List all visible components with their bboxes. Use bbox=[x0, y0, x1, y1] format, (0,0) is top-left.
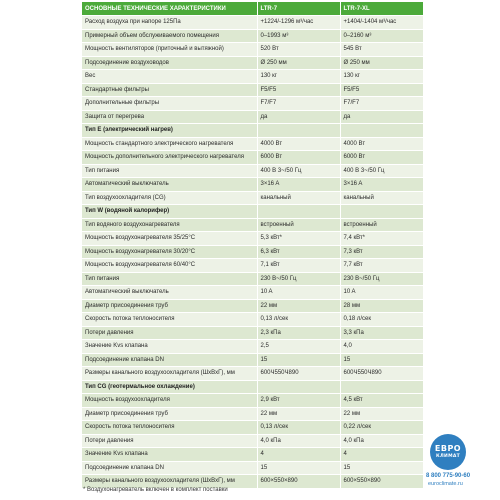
table-row bbox=[82, 83, 423, 97]
evroklimat-logo bbox=[430, 434, 466, 470]
row-value-ltr-7: 400 В 3~/50 Гц bbox=[257, 164, 340, 178]
row-value-ltr-7: 600Ч550Ч890 bbox=[257, 367, 340, 381]
row-value-ltr-7: 6000 Вт bbox=[257, 151, 340, 165]
row-value-ltr-7-xl: 0–2160 м³ bbox=[340, 29, 423, 43]
row-value-ltr-7-xl: 7,3 кВт bbox=[340, 245, 423, 259]
row-value-ltr-7: +1224/-1296 м³/час bbox=[257, 16, 340, 30]
row-value-ltr-7: Ø 250 мм bbox=[257, 56, 340, 70]
row-value-ltr-7: встроенный bbox=[257, 218, 340, 232]
row-value-ltr-7-xl: 4000 Вт bbox=[340, 137, 423, 151]
row-label: Диаметр присоединения труб bbox=[82, 299, 257, 313]
row-value-ltr-7: F7/F7 bbox=[257, 97, 340, 111]
row-value-ltr-7: 600×550×890 bbox=[257, 475, 340, 489]
table-row bbox=[82, 313, 423, 327]
table-row bbox=[82, 97, 423, 111]
row-value-ltr-7: 2,3 кПа bbox=[257, 326, 340, 340]
table-row bbox=[82, 421, 423, 435]
row-value-ltr-7-xl: 15 bbox=[340, 353, 423, 367]
row-value-ltr-7 bbox=[257, 205, 340, 219]
table-row bbox=[82, 218, 423, 232]
row-label: Мощность воздухонагревателя 35/25°С bbox=[82, 232, 257, 246]
row-label: Примерный объем обслуживаемого помещения bbox=[82, 29, 257, 43]
table-section-row bbox=[82, 124, 423, 138]
row-value-ltr-7: 230 В~/50 Гц bbox=[257, 272, 340, 286]
section-title: Тип E (электрический нагрев) bbox=[82, 124, 257, 138]
table-row bbox=[82, 367, 423, 381]
row-value-ltr-7-xl: 600Ч550Ч890 bbox=[340, 367, 423, 381]
section-title: Тип CG (геотермальное охлаждение) bbox=[82, 380, 257, 394]
row-label: Подсоединение клапана DN bbox=[82, 353, 257, 367]
row-label: Потери давления bbox=[82, 326, 257, 340]
row-value-ltr-7-xl: 28 мм bbox=[340, 299, 423, 313]
table-row bbox=[82, 164, 423, 178]
table-row bbox=[82, 16, 423, 30]
row-label: Размеры канального воздухоохладителя (ШхВхГ), мм bbox=[82, 367, 257, 381]
row-value-ltr-7: F5/F5 bbox=[257, 83, 340, 97]
row-value-ltr-7-xl: 545 Вт bbox=[340, 43, 423, 57]
row-value-ltr-7-xl bbox=[340, 124, 423, 138]
row-value-ltr-7-xl: да bbox=[340, 110, 423, 124]
table-row bbox=[82, 272, 423, 286]
row-label: Скорость потока теплоносителя bbox=[82, 313, 257, 327]
table-row bbox=[82, 394, 423, 408]
row-value-ltr-7: 130 кг bbox=[257, 70, 340, 84]
table-row bbox=[82, 448, 423, 462]
row-label: Дополнительные фильтры bbox=[82, 97, 257, 111]
row-label: Мощность воздухонагревателя 60/40°С bbox=[82, 259, 257, 273]
row-value-ltr-7-xl: 600×550×890 bbox=[340, 475, 423, 489]
table-row bbox=[82, 259, 423, 273]
row-value-ltr-7-xl bbox=[340, 380, 423, 394]
row-value-ltr-7-xl: 22 мм bbox=[340, 407, 423, 421]
row-value-ltr-7-xl: 3,3 кПа bbox=[340, 326, 423, 340]
header-ltr-7-xl: LTR-7-XL bbox=[340, 2, 423, 16]
row-label: Тип питания bbox=[82, 164, 257, 178]
row-value-ltr-7: 6,3 кВт bbox=[257, 245, 340, 259]
table-row bbox=[82, 137, 423, 151]
row-label: Подсоединение клапана DN bbox=[82, 461, 257, 475]
row-label: Мощность вентиляторов (приточный и вытяжной) bbox=[82, 43, 257, 57]
row-value-ltr-7: да bbox=[257, 110, 340, 124]
row-value-ltr-7-xl: 230 В~/50 Гц bbox=[340, 272, 423, 286]
row-value-ltr-7-xl: 4 bbox=[340, 448, 423, 462]
table-row bbox=[82, 461, 423, 475]
header-ltr-7: LTR-7 bbox=[257, 2, 340, 16]
table-row bbox=[82, 178, 423, 192]
table-row bbox=[82, 70, 423, 84]
row-value-ltr-7: 4 bbox=[257, 448, 340, 462]
row-value-ltr-7-xl: канальный bbox=[340, 191, 423, 205]
table-body bbox=[82, 16, 423, 489]
row-value-ltr-7: 2,5 bbox=[257, 340, 340, 354]
row-value-ltr-7: 0,13 л/сек bbox=[257, 421, 340, 435]
row-value-ltr-7-xl: 0,18 л/сек bbox=[340, 313, 423, 327]
row-label: Автоматический выключатель bbox=[82, 286, 257, 300]
row-label: Расход воздуха при напоре 125Па bbox=[82, 16, 257, 30]
row-value-ltr-7 bbox=[257, 124, 340, 138]
table-row bbox=[82, 110, 423, 124]
row-label: Вес bbox=[82, 70, 257, 84]
row-value-ltr-7: 2,9 кВт bbox=[257, 394, 340, 408]
row-value-ltr-7: 4,0 кПа bbox=[257, 434, 340, 448]
table-row bbox=[82, 151, 423, 165]
table-row bbox=[82, 43, 423, 57]
row-value-ltr-7: 10 A bbox=[257, 286, 340, 300]
row-label: Диаметр присоединения труб bbox=[82, 407, 257, 421]
row-label: Подсоединение воздуховодов bbox=[82, 56, 257, 70]
row-label: Размеры канального воздухоохладителя (ШхВхГ), мм bbox=[82, 475, 257, 489]
row-label: Тип питания bbox=[82, 272, 257, 286]
footnote: * Воздухонагреватель включен в комплект поставки bbox=[83, 487, 228, 493]
row-value-ltr-7 bbox=[257, 380, 340, 394]
table-row bbox=[82, 232, 423, 246]
row-label: Защита от перегрева bbox=[82, 110, 257, 124]
table-row bbox=[82, 475, 423, 489]
row-value-ltr-7: 15 bbox=[257, 353, 340, 367]
row-value-ltr-7-xl: 15 bbox=[340, 461, 423, 475]
table-row bbox=[82, 299, 423, 313]
row-value-ltr-7: 15 bbox=[257, 461, 340, 475]
section-title: Тип W (водяной калорифер) bbox=[82, 205, 257, 219]
table-section-row bbox=[82, 380, 423, 394]
row-value-ltr-7: 520 Вт bbox=[257, 43, 340, 57]
row-label: Потери давления bbox=[82, 434, 257, 448]
row-value-ltr-7-xl: 4,5 кВт bbox=[340, 394, 423, 408]
row-value-ltr-7-xl: F7/F7 bbox=[340, 97, 423, 111]
logo-text-bottom: КЛИМАТ bbox=[435, 454, 460, 459]
row-value-ltr-7: канальный bbox=[257, 191, 340, 205]
row-value-ltr-7-xl: 10 A bbox=[340, 286, 423, 300]
row-value-ltr-7-xl bbox=[340, 205, 423, 219]
row-value-ltr-7: 0,13 л/сек bbox=[257, 313, 340, 327]
row-label: Мощность стандартного электрического нагревателя bbox=[82, 137, 257, 151]
brand-phone: 8 800 775-90-60 bbox=[426, 473, 471, 479]
specifications-table bbox=[82, 2, 423, 489]
row-value-ltr-7: 0–1993 м³ bbox=[257, 29, 340, 43]
row-value-ltr-7-xl: 6000 Вт bbox=[340, 151, 423, 165]
logo-text-top: ЕВРО bbox=[434, 444, 462, 453]
table-row bbox=[82, 29, 423, 43]
row-value-ltr-7: 4000 Вт bbox=[257, 137, 340, 151]
table-header-row bbox=[82, 2, 423, 16]
row-value-ltr-7-xl: 0,22 л/сек bbox=[340, 421, 423, 435]
row-label: Значение Kvs клапана bbox=[82, 448, 257, 462]
table-row bbox=[82, 245, 423, 259]
row-label: Мощность воздухонагревателя 30/20°С bbox=[82, 245, 257, 259]
row-label: Стандартные фильтры bbox=[82, 83, 257, 97]
table-row bbox=[82, 56, 423, 70]
row-value-ltr-7-xl: 400 В 3~/50 Гц bbox=[340, 164, 423, 178]
row-value-ltr-7-xl: F5/F5 bbox=[340, 83, 423, 97]
table-row bbox=[82, 434, 423, 448]
table-row bbox=[82, 353, 423, 367]
header-characteristics: ОСНОВНЫЕ ТЕХНИЧЕСКИЕ ХАРАКТЕРИСТИКИ bbox=[82, 2, 257, 16]
row-value-ltr-7: 22 мм bbox=[257, 407, 340, 421]
row-value-ltr-7-xl: встроенный bbox=[340, 218, 423, 232]
brand-website: euroclimate.ru bbox=[428, 481, 463, 487]
row-value-ltr-7-xl: 3×16 A bbox=[340, 178, 423, 192]
row-value-ltr-7-xl: 7,7 кВт bbox=[340, 259, 423, 273]
row-value-ltr-7: 5,3 кВт* bbox=[257, 232, 340, 246]
row-value-ltr-7: 7,1 кВт bbox=[257, 259, 340, 273]
row-value-ltr-7: 22 мм bbox=[257, 299, 340, 313]
table-row bbox=[82, 326, 423, 340]
row-value-ltr-7-xl: 7,4 кВт* bbox=[340, 232, 423, 246]
row-label: Тип водяного воздухонагревателя bbox=[82, 218, 257, 232]
row-label: Скорость потока теплоносителя bbox=[82, 421, 257, 435]
row-label: Автоматический выключатель bbox=[82, 178, 257, 192]
row-label: Значение Kvs клапана bbox=[82, 340, 257, 354]
table-row bbox=[82, 191, 423, 205]
table-section-row bbox=[82, 205, 423, 219]
row-label: Тип воздухоохладителя (CG) bbox=[82, 191, 257, 205]
row-value-ltr-7-xl: Ø 250 мм bbox=[340, 56, 423, 70]
row-value-ltr-7-xl: +1404/-1404 м³/час bbox=[340, 16, 423, 30]
table-row bbox=[82, 340, 423, 354]
table-row bbox=[82, 286, 423, 300]
row-label: Мощность воздухоохладителя bbox=[82, 394, 257, 408]
table-row bbox=[82, 407, 423, 421]
row-label: Мощность дополнительного электрического нагревателя bbox=[82, 151, 257, 165]
row-value-ltr-7: 3×16 A bbox=[257, 178, 340, 192]
row-value-ltr-7-xl: 4,0 кПа bbox=[340, 434, 423, 448]
row-value-ltr-7-xl: 4,0 bbox=[340, 340, 423, 354]
row-value-ltr-7-xl: 130 кг bbox=[340, 70, 423, 84]
